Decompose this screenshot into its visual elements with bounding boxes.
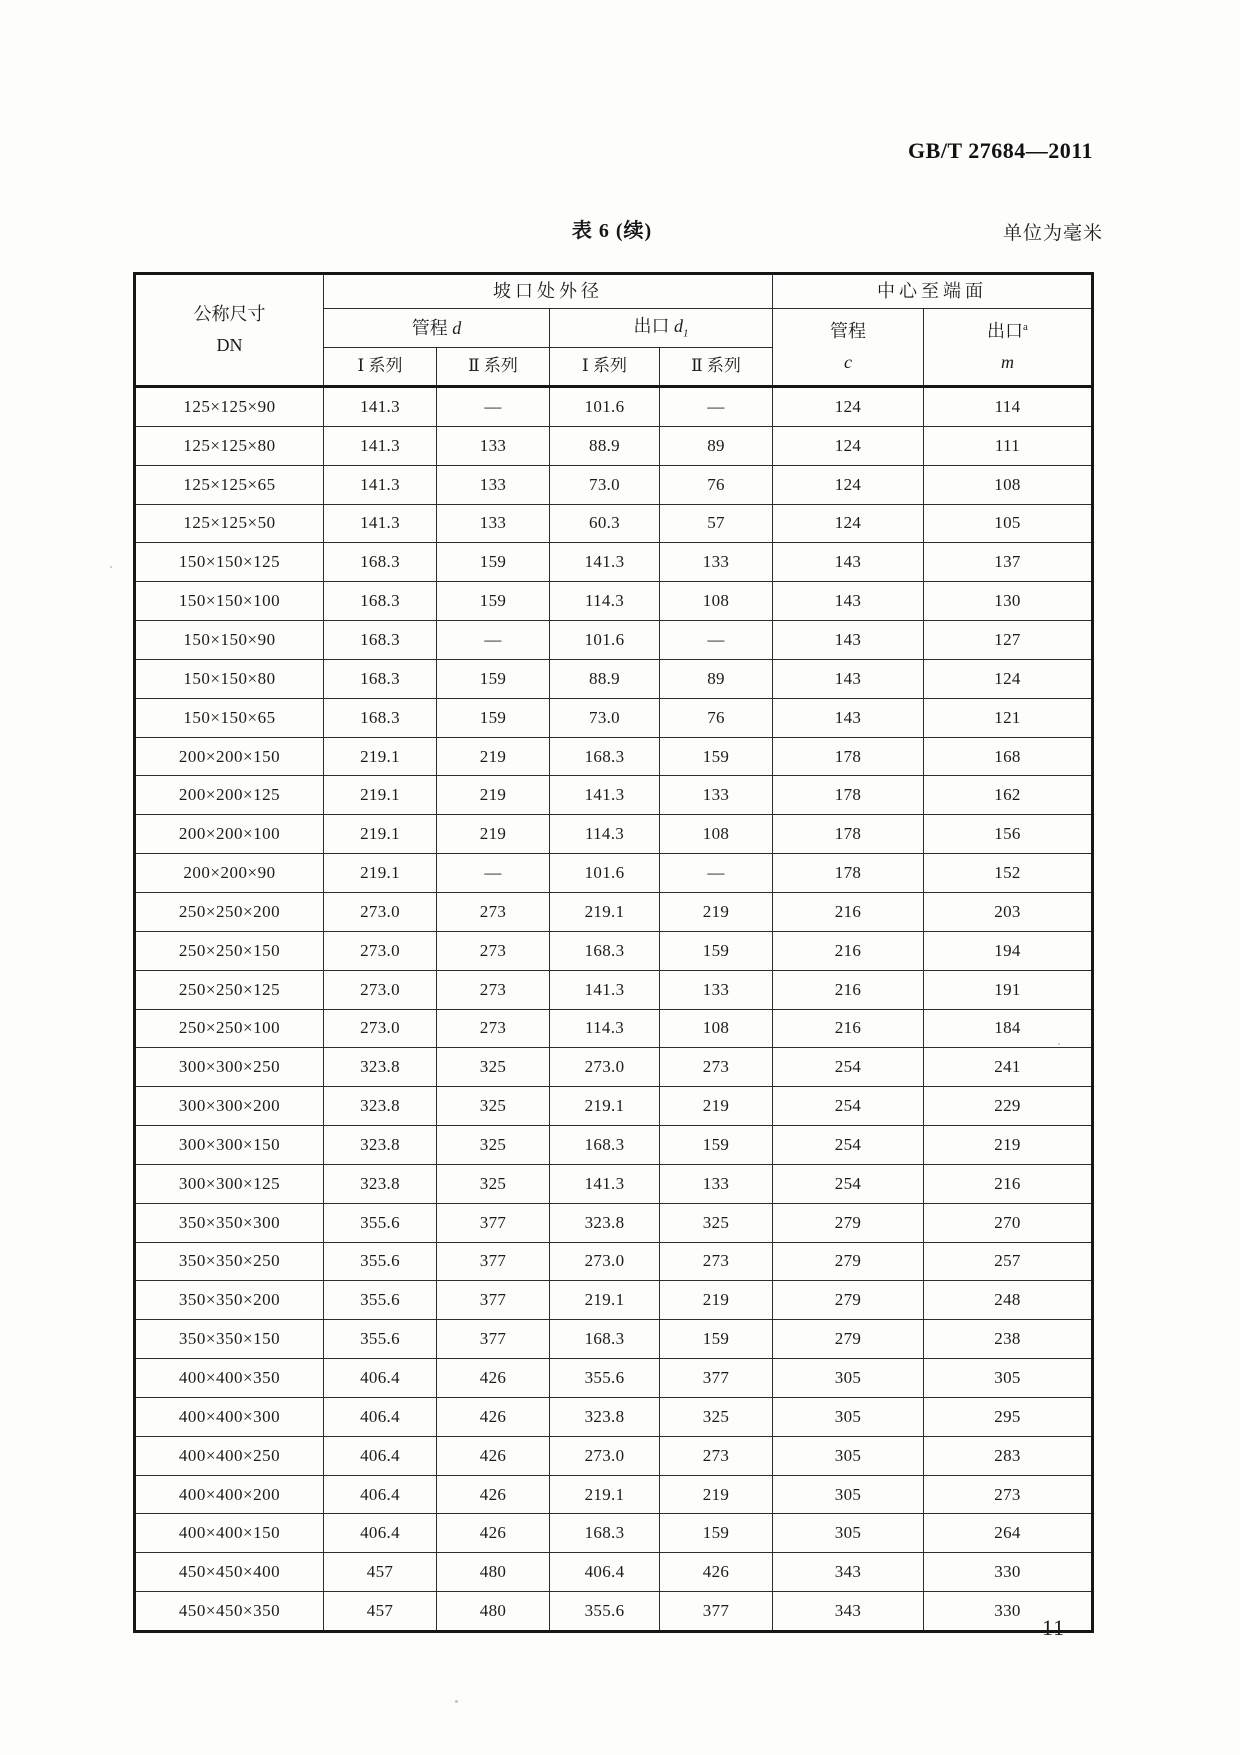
value-cell: 130 xyxy=(924,582,1093,621)
value-cell: 273.0 xyxy=(324,1009,437,1048)
value-cell: 124 xyxy=(773,387,924,427)
dn-cell: 200×200×90 xyxy=(135,854,324,893)
value-cell: 178 xyxy=(773,854,924,893)
value-cell: 241 xyxy=(924,1048,1093,1087)
value-cell: 426 xyxy=(437,1436,550,1475)
table-body xyxy=(135,387,1093,1632)
value-cell: 114.3 xyxy=(550,1009,660,1048)
value-cell: 156 xyxy=(924,815,1093,854)
dn-cell: 300×300×125 xyxy=(135,1164,324,1203)
table-row xyxy=(135,504,1093,543)
value-cell: 168.3 xyxy=(550,1514,660,1553)
value-cell: 168.3 xyxy=(550,737,660,776)
value-cell: 426 xyxy=(437,1359,550,1398)
dn-cell: 400×400×150 xyxy=(135,1514,324,1553)
dn-cell: 150×150×80 xyxy=(135,659,324,698)
dn-cell: 350×350×250 xyxy=(135,1242,324,1281)
value-cell: 273.0 xyxy=(550,1242,660,1281)
value-cell: 238 xyxy=(924,1320,1093,1359)
table-row xyxy=(135,815,1093,854)
value-cell: 88.9 xyxy=(550,426,660,465)
table-row xyxy=(135,621,1093,660)
dn-cell: 125×125×80 xyxy=(135,426,324,465)
value-cell: 178 xyxy=(773,815,924,854)
value-cell: 168.3 xyxy=(324,543,437,582)
value-cell: 426 xyxy=(437,1397,550,1436)
table-row xyxy=(135,776,1093,815)
value-cell: 355.6 xyxy=(324,1242,437,1281)
value-cell: 219.1 xyxy=(550,1281,660,1320)
value-cell: 114.3 xyxy=(550,815,660,854)
table-row xyxy=(135,1553,1093,1592)
symbol-d: d xyxy=(452,317,462,338)
value-cell: 325 xyxy=(660,1397,773,1436)
value-cell: 406.4 xyxy=(324,1397,437,1436)
value-cell: 457 xyxy=(324,1553,437,1592)
value-cell: 219 xyxy=(924,1126,1093,1165)
value-cell: 270 xyxy=(924,1203,1093,1242)
value-cell: 325 xyxy=(437,1126,550,1165)
value-cell: 141.3 xyxy=(550,1164,660,1203)
value-cell: 141.3 xyxy=(324,504,437,543)
value-cell: 143 xyxy=(773,621,924,660)
value-cell: 273 xyxy=(660,1436,773,1475)
value-cell: 168 xyxy=(924,737,1093,776)
value-cell: 133 xyxy=(660,970,773,1009)
dn-cell: 450×450×350 xyxy=(135,1592,324,1632)
dn-cell: 400×400×300 xyxy=(135,1397,324,1436)
dn-cell: 150×150×90 xyxy=(135,621,324,660)
value-cell: 219 xyxy=(660,1475,773,1514)
value-cell: 343 xyxy=(773,1553,924,1592)
table-row xyxy=(135,892,1093,931)
value-cell: 60.3 xyxy=(550,504,660,543)
value-cell: 162 xyxy=(924,776,1093,815)
value-cell: 216 xyxy=(773,931,924,970)
dn-cell: 250×250×150 xyxy=(135,931,324,970)
value-cell: 133 xyxy=(660,543,773,582)
value-cell: 216 xyxy=(773,970,924,1009)
value-cell: 257 xyxy=(924,1242,1093,1281)
value-cell: 168.3 xyxy=(550,1126,660,1165)
dn-cell: 300×300×200 xyxy=(135,1087,324,1126)
value-cell: 168.3 xyxy=(324,659,437,698)
value-cell: 159 xyxy=(660,1320,773,1359)
value-cell: 168.3 xyxy=(550,1320,660,1359)
value-cell: 406.4 xyxy=(324,1436,437,1475)
scan-speck xyxy=(110,566,112,568)
value-cell: — xyxy=(660,387,773,427)
header-group-row xyxy=(135,274,1093,309)
value-cell: 152 xyxy=(924,854,1093,893)
value-cell: 254 xyxy=(773,1126,924,1165)
dn-cell: 450×450×400 xyxy=(135,1553,324,1592)
value-cell: 273 xyxy=(924,1475,1093,1514)
value-cell: 355.6 xyxy=(550,1359,660,1398)
table-row xyxy=(135,1475,1093,1514)
value-cell: 101.6 xyxy=(550,854,660,893)
dn-cell: 200×200×150 xyxy=(135,737,324,776)
value-cell: 279 xyxy=(773,1320,924,1359)
scan-speck xyxy=(455,1700,458,1703)
value-cell: 216 xyxy=(773,892,924,931)
value-cell: 219.1 xyxy=(324,776,437,815)
header-series-1: Ⅰ 系列 xyxy=(324,348,437,387)
scan-speck xyxy=(1058,1043,1060,1045)
value-cell: 219.1 xyxy=(324,854,437,893)
value-cell: 273.0 xyxy=(550,1436,660,1475)
dn-cell: 400×400×350 xyxy=(135,1359,324,1398)
nominal-size-label: 公称尺寸 xyxy=(193,303,266,324)
value-cell: 305 xyxy=(924,1359,1093,1398)
value-cell: — xyxy=(660,621,773,660)
value-cell: 323.8 xyxy=(550,1203,660,1242)
value-cell: 76 xyxy=(660,465,773,504)
value-cell: 133 xyxy=(437,504,550,543)
dn-cell: 125×125×50 xyxy=(135,504,324,543)
table-row xyxy=(135,737,1093,776)
value-cell: 73.0 xyxy=(550,465,660,504)
table-row xyxy=(135,698,1093,737)
value-cell: 406.4 xyxy=(324,1359,437,1398)
value-cell: 305 xyxy=(773,1397,924,1436)
value-cell: 121 xyxy=(924,698,1093,737)
dn-cell: 150×150×125 xyxy=(135,543,324,582)
dn-cell: 350×350×200 xyxy=(135,1281,324,1320)
dn-cell: 200×200×100 xyxy=(135,815,324,854)
page-number: 11 xyxy=(1042,1615,1066,1640)
value-cell: 143 xyxy=(773,698,924,737)
value-cell: 73.0 xyxy=(550,698,660,737)
value-cell: 283 xyxy=(924,1436,1093,1475)
table-row xyxy=(135,1048,1093,1087)
dimension-table xyxy=(133,272,1094,1633)
value-cell: 124 xyxy=(773,465,924,504)
nominal-size-code: DN xyxy=(216,335,243,355)
header-bevel-od-group: 坡口处外径 xyxy=(324,274,773,309)
value-cell: 323.8 xyxy=(324,1048,437,1087)
value-cell: 168.3 xyxy=(550,931,660,970)
value-cell: 219.1 xyxy=(550,1475,660,1514)
value-cell: 219.1 xyxy=(550,1087,660,1126)
dn-cell: 150×150×65 xyxy=(135,698,324,737)
value-cell: 159 xyxy=(437,698,550,737)
value-cell: 273 xyxy=(437,931,550,970)
symbol-c: c xyxy=(844,352,852,372)
value-cell: 178 xyxy=(773,737,924,776)
value-cell: 133 xyxy=(437,426,550,465)
value-cell: 305 xyxy=(773,1475,924,1514)
outlet-label: 出口 xyxy=(633,316,670,337)
value-cell: 133 xyxy=(660,776,773,815)
value-cell: 219.1 xyxy=(324,737,437,776)
table-row xyxy=(135,1203,1093,1242)
value-cell: 273.0 xyxy=(550,1048,660,1087)
table-row xyxy=(135,1397,1093,1436)
table-row xyxy=(135,970,1093,1009)
value-cell: 330 xyxy=(924,1553,1093,1592)
value-cell: 355.6 xyxy=(324,1203,437,1242)
table-row xyxy=(135,426,1093,465)
dn-cell: 200×200×125 xyxy=(135,776,324,815)
value-cell: 143 xyxy=(773,659,924,698)
pipe-run-label: 管程 xyxy=(830,320,866,341)
value-cell: 108 xyxy=(660,582,773,621)
value-cell: 325 xyxy=(660,1203,773,1242)
value-cell: 203 xyxy=(924,892,1093,931)
value-cell: 168.3 xyxy=(324,621,437,660)
value-cell: 219.1 xyxy=(324,815,437,854)
value-cell: 305 xyxy=(773,1514,924,1553)
value-cell: — xyxy=(437,621,550,660)
value-cell: 305 xyxy=(773,1436,924,1475)
standard-number: GB/T 27684—2011 xyxy=(908,138,1093,163)
unit-note: 单位为毫米 xyxy=(1002,223,1103,244)
value-cell: 355.6 xyxy=(324,1281,437,1320)
value-cell: 124 xyxy=(773,504,924,543)
value-cell: 159 xyxy=(660,737,773,776)
value-cell: 194 xyxy=(924,931,1093,970)
value-cell: 273 xyxy=(660,1242,773,1281)
value-cell: 355.6 xyxy=(550,1592,660,1632)
dn-cell: 350×350×300 xyxy=(135,1203,324,1242)
table-row xyxy=(135,1320,1093,1359)
value-cell: 343 xyxy=(773,1592,924,1632)
value-cell: 254 xyxy=(773,1164,924,1203)
value-cell: 426 xyxy=(660,1553,773,1592)
table-row xyxy=(135,582,1093,621)
table-row xyxy=(135,1514,1093,1553)
value-cell: 159 xyxy=(437,659,550,698)
dn-cell: 300×300×150 xyxy=(135,1126,324,1165)
value-cell: 114.3 xyxy=(550,582,660,621)
value-cell: 159 xyxy=(660,931,773,970)
value-cell: 254 xyxy=(773,1087,924,1126)
table-row xyxy=(135,465,1093,504)
value-cell: 105 xyxy=(924,504,1093,543)
value-cell: 323.8 xyxy=(550,1397,660,1436)
value-cell: 295 xyxy=(924,1397,1093,1436)
header-center-outlet xyxy=(924,309,1093,387)
value-cell: 273 xyxy=(437,1009,550,1048)
value-cell: 168.3 xyxy=(324,582,437,621)
table-row xyxy=(135,1009,1093,1048)
table-row xyxy=(135,1164,1093,1203)
value-cell: 406.4 xyxy=(324,1514,437,1553)
value-cell: 480 xyxy=(437,1592,550,1632)
value-cell: 254 xyxy=(773,1048,924,1087)
dn-cell: 125×125×65 xyxy=(135,465,324,504)
value-cell: 406.4 xyxy=(324,1475,437,1514)
dn-cell: 300×300×250 xyxy=(135,1048,324,1087)
table-title: 表 6 (续) xyxy=(571,220,653,242)
dn-cell: 250×250×125 xyxy=(135,970,324,1009)
table-row xyxy=(135,931,1093,970)
value-cell: 108 xyxy=(924,465,1093,504)
value-cell: 480 xyxy=(437,1553,550,1592)
value-cell: 323.8 xyxy=(324,1164,437,1203)
value-cell: 133 xyxy=(660,1164,773,1203)
table-row xyxy=(135,1087,1093,1126)
value-cell: 141.3 xyxy=(550,970,660,1009)
symbol-m: m xyxy=(1001,352,1014,372)
value-cell: 141.3 xyxy=(550,776,660,815)
value-cell: 305 xyxy=(773,1359,924,1398)
dn-cell: 250×250×100 xyxy=(135,1009,324,1048)
dn-cell: 350×350×150 xyxy=(135,1320,324,1359)
value-cell: 279 xyxy=(773,1281,924,1320)
value-cell: 108 xyxy=(660,1009,773,1048)
value-cell: 168.3 xyxy=(324,698,437,737)
header-series-2: Ⅱ 系列 xyxy=(660,348,773,387)
value-cell: 124 xyxy=(773,426,924,465)
table-row xyxy=(135,543,1093,582)
value-cell: 219 xyxy=(437,737,550,776)
value-cell: 219 xyxy=(437,815,550,854)
value-cell: 219 xyxy=(660,1087,773,1126)
header-center-pipe-run xyxy=(773,309,924,387)
value-cell: 114 xyxy=(924,387,1093,427)
value-cell: 101.6 xyxy=(550,387,660,427)
value-cell: 89 xyxy=(660,426,773,465)
header-nominal-size xyxy=(135,274,324,387)
table-row xyxy=(135,387,1093,427)
table-header xyxy=(135,274,1093,387)
value-cell: 264 xyxy=(924,1514,1093,1553)
table-row xyxy=(135,1436,1093,1475)
value-cell: 323.8 xyxy=(324,1126,437,1165)
value-cell: 108 xyxy=(660,815,773,854)
dn-cell: 250×250×200 xyxy=(135,892,324,931)
value-cell: 143 xyxy=(773,582,924,621)
value-cell: 141.3 xyxy=(324,465,437,504)
table-row xyxy=(135,1359,1093,1398)
value-cell: 325 xyxy=(437,1087,550,1126)
value-cell: 406.4 xyxy=(550,1553,660,1592)
value-cell: 330 xyxy=(924,1592,1093,1632)
value-cell: 216 xyxy=(773,1009,924,1048)
value-cell: 457 xyxy=(324,1592,437,1632)
value-cell: 143 xyxy=(773,543,924,582)
value-cell: 377 xyxy=(660,1592,773,1632)
value-cell: 159 xyxy=(437,543,550,582)
dn-cell: 150×150×100 xyxy=(135,582,324,621)
value-cell: 355.6 xyxy=(324,1320,437,1359)
value-cell: 88.9 xyxy=(550,659,660,698)
value-cell: — xyxy=(437,387,550,427)
value-cell: 377 xyxy=(437,1281,550,1320)
value-cell: 141.3 xyxy=(550,543,660,582)
symbol-d1: $d_1$ xyxy=(674,316,689,340)
value-cell: 377 xyxy=(660,1359,773,1398)
value-cell: 426 xyxy=(437,1514,550,1553)
value-cell: 219.1 xyxy=(550,892,660,931)
table-row xyxy=(135,854,1093,893)
value-cell: — xyxy=(437,854,550,893)
value-cell: 273.0 xyxy=(324,970,437,1009)
value-cell: 273 xyxy=(437,970,550,1009)
value-cell: 426 xyxy=(437,1475,550,1514)
value-cell: 178 xyxy=(773,776,924,815)
dn-cell: 125×125×90 xyxy=(135,387,324,427)
value-cell: 101.6 xyxy=(550,621,660,660)
header-outlet-d1 xyxy=(550,309,773,348)
value-cell: 219 xyxy=(660,1281,773,1320)
value-cell: 76 xyxy=(660,698,773,737)
value-cell: 184 xyxy=(924,1009,1093,1048)
value-cell: 325 xyxy=(437,1164,550,1203)
table-row xyxy=(135,1242,1093,1281)
value-cell: 323.8 xyxy=(324,1087,437,1126)
value-cell: 279 xyxy=(773,1203,924,1242)
value-cell: 141.3 xyxy=(324,387,437,427)
pipe-run-label: 管程 xyxy=(411,317,448,338)
value-cell: 159 xyxy=(660,1514,773,1553)
value-cell: 216 xyxy=(924,1164,1093,1203)
value-cell: 137 xyxy=(924,543,1093,582)
value-cell: 89 xyxy=(660,659,773,698)
value-cell: 191 xyxy=(924,970,1093,1009)
value-cell: 273 xyxy=(437,892,550,931)
value-cell: 57 xyxy=(660,504,773,543)
table-row xyxy=(135,1126,1093,1165)
value-cell: — xyxy=(660,854,773,893)
footnote-marker-a: a xyxy=(1023,320,1028,333)
value-cell: 219 xyxy=(437,776,550,815)
header-series-2: Ⅱ 系列 xyxy=(437,348,550,387)
header-series-1: Ⅰ 系列 xyxy=(550,348,660,387)
value-cell: 111 xyxy=(924,426,1093,465)
value-cell: 127 xyxy=(924,621,1093,660)
value-cell: 325 xyxy=(437,1048,550,1087)
table-row xyxy=(135,1281,1093,1320)
value-cell: 133 xyxy=(437,465,550,504)
value-cell: 248 xyxy=(924,1281,1093,1320)
value-cell: 159 xyxy=(437,582,550,621)
value-cell: 229 xyxy=(924,1087,1093,1126)
value-cell: 273.0 xyxy=(324,892,437,931)
value-cell: 377 xyxy=(437,1203,550,1242)
value-cell: 159 xyxy=(660,1126,773,1165)
outlet-label: 出口 xyxy=(987,320,1024,341)
value-cell: 124 xyxy=(924,659,1093,698)
table-row xyxy=(135,1592,1093,1632)
value-cell: 279 xyxy=(773,1242,924,1281)
value-cell: 219 xyxy=(660,892,773,931)
value-cell: 377 xyxy=(437,1242,550,1281)
header-pipe-run-d xyxy=(324,309,550,348)
value-cell: 377 xyxy=(437,1320,550,1359)
dn-cell: 400×400×250 xyxy=(135,1436,324,1475)
dn-cell: 400×400×200 xyxy=(135,1475,324,1514)
header-center-to-end-group: 中心至端面 xyxy=(773,274,1093,309)
value-cell: 273.0 xyxy=(324,931,437,970)
table-row xyxy=(135,659,1093,698)
value-cell: 141.3 xyxy=(324,426,437,465)
value-cell: 273 xyxy=(660,1048,773,1087)
